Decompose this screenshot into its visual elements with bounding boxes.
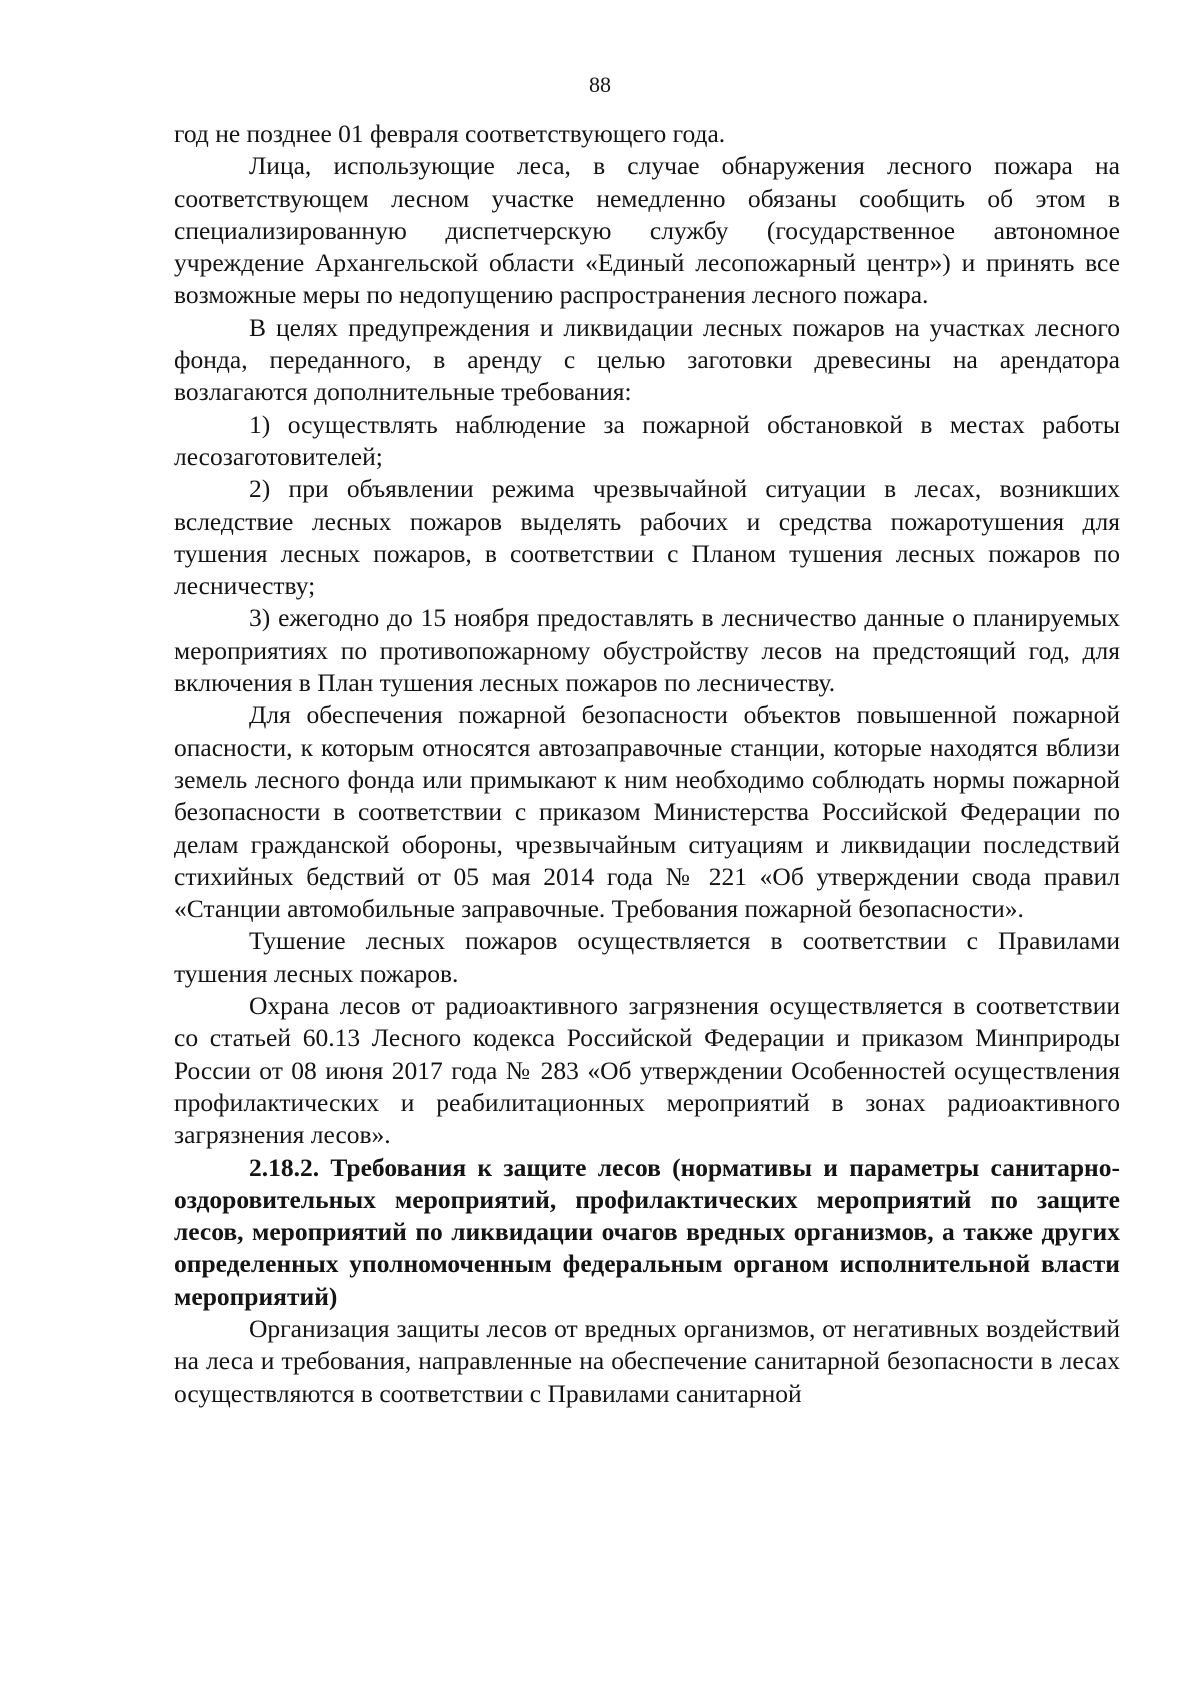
section-heading: 2.18.2. Требования к защите лесов (нормативы и параметры санитарно-оздоровительных мероприятий, профилактических мероприятий по защите лесов, мероприятий по ликвидации очагов вредных организмов, а также других определенных уполномоченным федеральным органом исполнительной власти мероприятий) [174,1152,1120,1311]
paragraph-fire-extinguishing: Тушение лесных пожаров осуществляется в соответствии с Правилами тушения лесных пожаров. [174,926,1120,988]
list-item-3: 3) ежегодно до 15 ноября предоставлять в лесничество данные о планируемых мероприятиях по противопожарному обустройству лесов на предстоящий год, для включения в План тушения лесных пожаров по лесничеству. [174,603,1120,698]
paragraph-forest-protection: Организация защиты лесов от вредных организмов, от негативных воздействий на леса и требования, направленные на обеспечение санитарной безопасности в лесах осуществляются в соответствии с Правилами санитарной [174,1313,1120,1408]
paragraph-lessee-requirements: В целях предупреждения и ликвидации лесных пожаров на участках лесного фонда, переданного, в аренду с целью заготовки древесины на арендатора возлагаются дополнительные требования: [174,312,1120,407]
page-number: 88 [589,72,611,97]
document-body [174,118,1120,1410]
paragraph-gas-stations: Для обеспечения пожарной безопасности объектов повышенной пожарной опасности, к которым относятся автозаправочные станции, которые находятся вблизи земель лесного фонда или примыкают к ним необходимо соблюдать нормы пожарной безопасности в соответствии с приказом Министерства Российской Федерации по делам гражданской обороны, чрезвычайным ситуациям и ликвидации последствий стихийных бедствий от 05 мая 2014 года № 221 «Об утверждении свода правил «Станции автомобильные заправочные. Требования пожарной безопасности». [174,700,1120,924]
list-item-2: 2) при объявлении режима чрезвычайной ситуации в лесах, возникших вследствие лесных пожаров выделять рабочих и средства пожаротушения для тушения лесных пожаров, в соответствии с Планом тушения лесных пожаров по лесничеству; [174,474,1120,601]
paragraph-deadline-continuation: год не позднее 01 февраля соответствующего года. [174,119,726,148]
list-item-1: 1) осуществлять наблюдение за пожарной обстановкой в местах работы лесозаготовителей; [174,409,1120,471]
paragraph-radioactive-protection: Охрана лесов от радиоактивного загрязнения осуществляется в соответствии со статьей 60.13 Лесного кодекса Российской Федерации и приказом Минприроды России от 08 июня 2017 года № 283 «Об утверждении Особенностей осуществления профилактических и реабилитационных мероприятий в зонах радиоактивного загрязнения лесов». [174,991,1120,1150]
paragraph-fire-reporting: Лица, использующие леса, в случае обнаружения лесного пожара на соответствующем лесном участке немедленно обязаны сообщить об этом в специализированную диспетчерскую службу (государственное автономное учреждение Архангельской области «Единый лесопожарный центр») и принять все возможные меры по недопущению распространения лесного пожара. [174,151,1120,310]
